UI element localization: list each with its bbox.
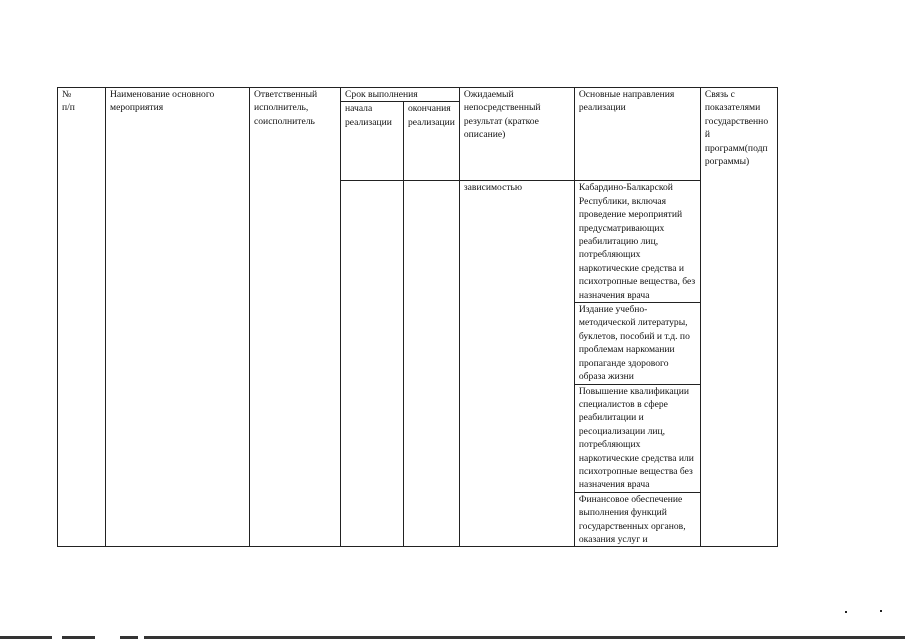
table-header-row (58, 88, 778, 102)
header-activity-name: Наименование основного мероприятия (106, 88, 250, 547)
cell-expected-result: зависимостью (459, 181, 574, 547)
scan-speck (845, 611, 847, 613)
scan-artifact-gap (52, 636, 62, 639)
header-expected-result: Ожидаемый непосредственный результат (краткое описание) (459, 88, 574, 181)
header-period: Срок выполнения (341, 88, 460, 102)
direction-item: Кабардино-Балкарской Республики, включая проведение мероприятий предусматривающих реабилитацию лиц, потребляющих наркотические средства и психотропные вещества, без назначения врача (574, 181, 700, 303)
cell-period-start (341, 181, 404, 547)
header-directions: Основные направления реализации (574, 88, 700, 181)
program-activities-table (57, 87, 778, 547)
header-indicator-link: Связь с показателями государственно й программ(подп рограммы) (700, 88, 777, 547)
direction-item: Финансовое обеспечение выполнения функций государственных органов, оказания услуг и (574, 492, 700, 547)
scan-speck (880, 610, 882, 612)
header-period-start: начала реализации (341, 102, 404, 181)
header-period-end: окончания реализации (404, 102, 460, 181)
header-responsible: Ответственный исполнитель, соисполнитель (250, 88, 341, 547)
cell-period-end (404, 181, 460, 547)
scan-artifact-line (0, 636, 905, 639)
scan-artifact-gap (95, 636, 120, 639)
header-number: № п/п (58, 88, 106, 547)
scan-artifact-gap (138, 636, 144, 639)
direction-item: Издание учебно-методической литературы, буклетов, пособий и т.д. по проблемам наркомании пропаганде здорового образа жизни (574, 303, 700, 384)
direction-item: Повышение квалификации специалистов в сфере реабилитации и ресоциализации лиц, потребляющих наркотические средства или психотропные вещества без назначения врача (574, 384, 700, 492)
